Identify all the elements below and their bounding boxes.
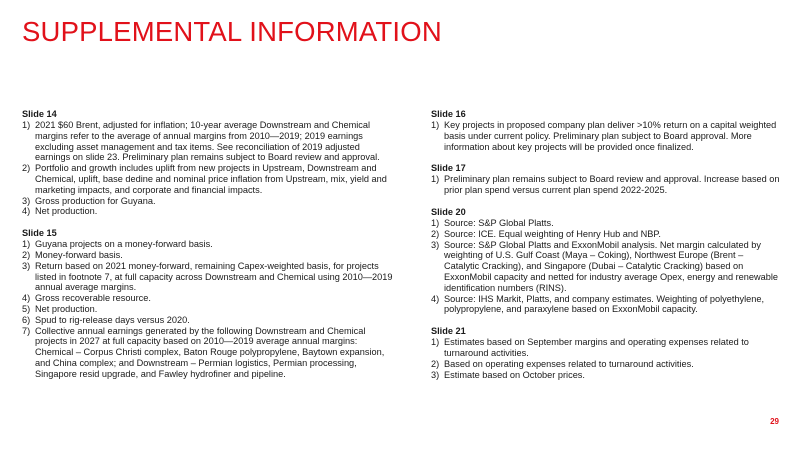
footnote-number: 1) (431, 174, 440, 185)
footnote-list (431, 174, 781, 196)
footnote-item (22, 315, 394, 326)
footnote-number: 3) (22, 195, 31, 206)
footnote-section (431, 109, 781, 152)
footnote-item (22, 206, 394, 217)
footnote-number: 1) (431, 337, 440, 348)
footnote-text: Gross recoverable resource. (35, 293, 151, 304)
footnote-text: Money-forward basis. (35, 249, 123, 260)
footnote-item (431, 359, 781, 370)
footnote-section (431, 326, 781, 380)
footnote-number: 5) (22, 303, 31, 314)
footnote-list (431, 337, 781, 380)
footnote-text: Gross production for Guyana. (35, 195, 156, 206)
section-heading: Slide 21 (431, 326, 466, 337)
footnote-item (22, 163, 394, 195)
footnote-text: Guyana projects on a money-forward basis. (35, 239, 213, 250)
footnote-item (431, 120, 781, 152)
section-heading: Slide 16 (431, 109, 466, 119)
footnote-number: 1) (431, 120, 440, 130)
footnote-text: Estimates based on September margins and operating expenses related to turnaround activities. (444, 337, 749, 358)
footnote-item (431, 337, 781, 359)
footnote-text: Portfolio and growth includes uplift from new projects in Upstream, Downstream and Chemical, uplift, base dedine and nominal price inflation from Upstream, mix, yield and marketing impacts, and corporate and financial impacts. (35, 163, 387, 195)
footnote-text: Source: ICE. Equal weighting of Henry Hub and NBP. (444, 228, 661, 239)
footnote-section (431, 163, 781, 196)
footnote-number: 2) (22, 249, 31, 260)
footnote-text: Estimate based on October prices. (444, 369, 585, 380)
footnote-list (431, 120, 781, 152)
footnote-number: 1) (22, 239, 31, 250)
footnote-list (431, 218, 781, 315)
footnote-item (22, 120, 394, 163)
footnote-number: 2) (431, 358, 440, 369)
footnote-list (22, 239, 394, 379)
footnote-section (22, 109, 394, 217)
footnote-number: 1) (22, 120, 31, 130)
footnote-number: 4) (431, 293, 440, 304)
footnote-text: Preliminary plan remains subject to Board review and approval. Increase based on prior plan spend versus current plan spend 2022-2025. (444, 174, 780, 196)
footnote-item (431, 370, 781, 381)
footnote-number: 4) (22, 293, 31, 304)
footnote-text: Spud to rig-release days versus 2020. (35, 314, 190, 325)
right-column (431, 109, 781, 391)
footnote-item (22, 304, 394, 315)
section-heading: Slide 17 (431, 163, 466, 174)
footnote-text: Source: IHS Markit, Platts, and company estimates. Weighting of polyethylene, polypropylene, and paraxylene based on ExxonMobil capacity. (444, 293, 765, 315)
footnote-number: 1) (431, 217, 440, 228)
footnote-text: Source: S&P Global Platts and ExxonMobil analysis. Net margin calculated by weighting of U.S. Gulf Coast (Maya – Coking), Northwest Europe (Brent – Catalytic Cracking), and Singapore (Dubai – Catalytic Cracking) based on ExxonMobil capacity and netted for industry average Opex, energy and renewable identification numbers (RINS). (444, 239, 779, 293)
page-title: SUPPLEMENTAL INFORMATION (22, 16, 442, 47)
footnote-text: Based on operating expenses related to turnaround activities. (444, 358, 694, 369)
footnote-item (22, 239, 394, 250)
footnote-item (431, 294, 781, 316)
footnote-number: 2) (431, 228, 440, 239)
footnote-item (22, 250, 394, 261)
footnote-item (431, 174, 781, 196)
footnote-text: Net production. (35, 303, 98, 314)
footnote-text: Return based on 2021 money-forward, remaining Capex-weighted basis, for projects listed in footnote 7, at full capacity across Downstream and Chemical using 2010—2019 annual average margins. (35, 260, 393, 293)
footnote-number: 3) (431, 369, 440, 380)
footnote-text: 2021 $60 Brent, adjusted for inflation; 10-year average Downstream and Chemical margins refer to the average of annual margins from 2010—2019; 2019 earnings excluding asset management and tax items. See reconciliation of 2019 adjusted earnings on slide 23. Preliminary plan remains subject to Board review and approval. (35, 120, 380, 163)
footnote-section (22, 228, 394, 379)
section-heading: Slide 15 (22, 228, 57, 239)
footnote-item (22, 261, 394, 293)
footnote-item (431, 240, 781, 294)
footnote-section (431, 207, 781, 315)
footnote-number: 7) (22, 325, 31, 336)
footnote-number: 2) (22, 163, 31, 174)
left-column (22, 109, 394, 391)
footnote-number: 6) (22, 314, 31, 325)
footnote-text: Net production. (35, 206, 98, 217)
footnote-number: 3) (22, 260, 31, 271)
footnote-item (431, 229, 781, 240)
footnote-item (22, 293, 394, 304)
footnote-item (22, 196, 394, 207)
footnote-text: Collective annual earnings generated by the following Downstream and Chemical projects in 2027 at full capacity based on 2010—2019 average annual margins: Chemical – Corpus Christi complex, Baton Rouge polypropylene, Baytown expansion, and China complex; and Downstream – Permian logistics, Permian processing, Singapore resid upgrade, and Fawley hydrofiner and pipeline. (35, 325, 385, 379)
footnote-number: 4) (22, 206, 31, 217)
footnote-text: Key projects in proposed company plan deliver >10% return on a capital weighted basis under current policy. Preliminary plan subject to Board approval. More information about key projects will be provided once finalized. (444, 120, 777, 152)
footnote-item (22, 326, 394, 380)
page-number: 29 (770, 417, 779, 426)
section-heading: Slide 20 (431, 206, 466, 217)
footnote-number: 3) (431, 239, 440, 250)
footnote-text: Source: S&P Global Platts. (444, 217, 554, 228)
footnote-list (22, 120, 394, 217)
footnote-item (431, 218, 781, 229)
section-heading: Slide 14 (22, 109, 57, 119)
